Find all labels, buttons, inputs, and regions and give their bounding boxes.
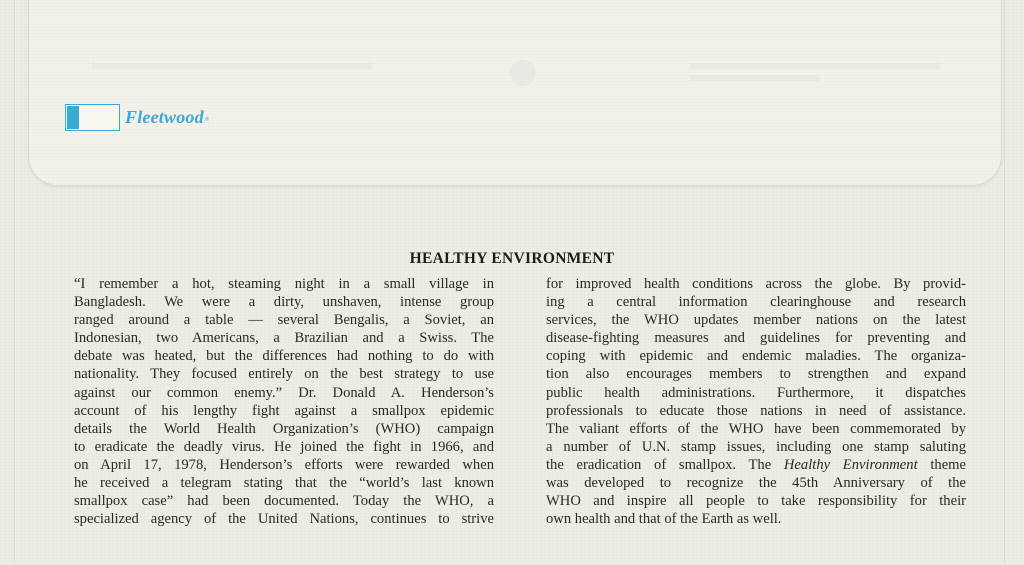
text-line: “I remember a hot, steaming night in a small village in: [74, 276, 494, 292]
logo-box-icon: [65, 104, 120, 131]
text-line: smallpox case” had been documented. Today the WHO, a: [74, 493, 494, 510]
showthrough-mark: [690, 75, 820, 81]
registered-mark: ®: [204, 116, 210, 123]
text-line: WHO and inspire all people to take responsibility for their: [546, 493, 966, 510]
text-line: coping with epidemic and endemic maladies. The organiza-: [546, 348, 966, 365]
text-line: for improved health conditions across the globe. By provid-: [546, 276, 966, 292]
text-line: professionals to educate those nations in need of assistance.: [546, 402, 966, 419]
envelope-left-edge: [14, 0, 15, 565]
text-line: account of his lengthy fight against a smallpox epidemic: [74, 402, 494, 419]
right-column: [546, 275, 966, 528]
text-line: public health administrations. Furthermore, it dispatches: [546, 384, 966, 401]
showthrough-mark: [92, 63, 372, 69]
text-line-theme: [546, 456, 966, 474]
left-column: [74, 275, 494, 528]
theme-line-after: theme: [917, 456, 966, 473]
text-line: own health and that of the Earth as well.: [546, 511, 782, 528]
text-line: against our common enemy.” Dr. Donald A. Henderson’s: [74, 384, 494, 401]
text-line: disease-fighting measures and guidelines for preventing and: [546, 330, 966, 347]
logo-wordmark: Fleetwood: [125, 107, 204, 127]
text-line: services, the WHO updates member nations on the latest: [546, 312, 966, 329]
theme-line-before: the eradication of smallpox. The: [546, 456, 784, 473]
theme-name: Healthy Environment: [783, 456, 918, 473]
text-line: was developed to recognize the 45th Anniversary of the: [546, 475, 966, 492]
text-line: tion also encourages members to strengthen and expand: [546, 366, 966, 383]
envelope-flap: [28, 0, 1002, 186]
text-line: ing a central information clearinghouse and research: [546, 294, 966, 311]
fleetwood-logo: [65, 104, 209, 131]
article-title: HEALTHY ENVIRONMENT: [409, 250, 615, 267]
text-line: Bangladesh. We were a dirty, unshaven, intense group: [74, 294, 494, 311]
text-line: Indonesian, two Americans, a Brazilian and a Swiss. The: [74, 330, 494, 347]
envelope-right-edge: [1004, 0, 1005, 565]
text-line: The valiant efforts of the WHO have been commemorated by: [546, 420, 966, 437]
text-line: specialized agency of the United Nations, continues to strive: [74, 511, 494, 528]
showthrough-mark: [690, 63, 940, 69]
text-line: a number of U.N. stamp issues, including one stamp saluting: [546, 438, 966, 455]
text-line: to eradicate the deadly virus. He joined the fight in 1966, and: [74, 438, 494, 455]
text-line: he received a telegram stating that the “world’s last known: [74, 475, 494, 492]
text-line: details the World Health Organization’s (WHO) campaign: [74, 420, 494, 437]
text-line: debate was heated, but the differences had nothing to do with: [74, 348, 494, 365]
text-line: on April 17, 1978, Henderson’s efforts were rewarded when: [74, 456, 494, 473]
showthrough-stamp-mark: [510, 60, 536, 86]
text-line: nationality. They focused entirely on the best strategy to use: [74, 366, 494, 383]
text-line: ranged around a table — several Bengalis, a Soviet, an: [74, 312, 494, 329]
